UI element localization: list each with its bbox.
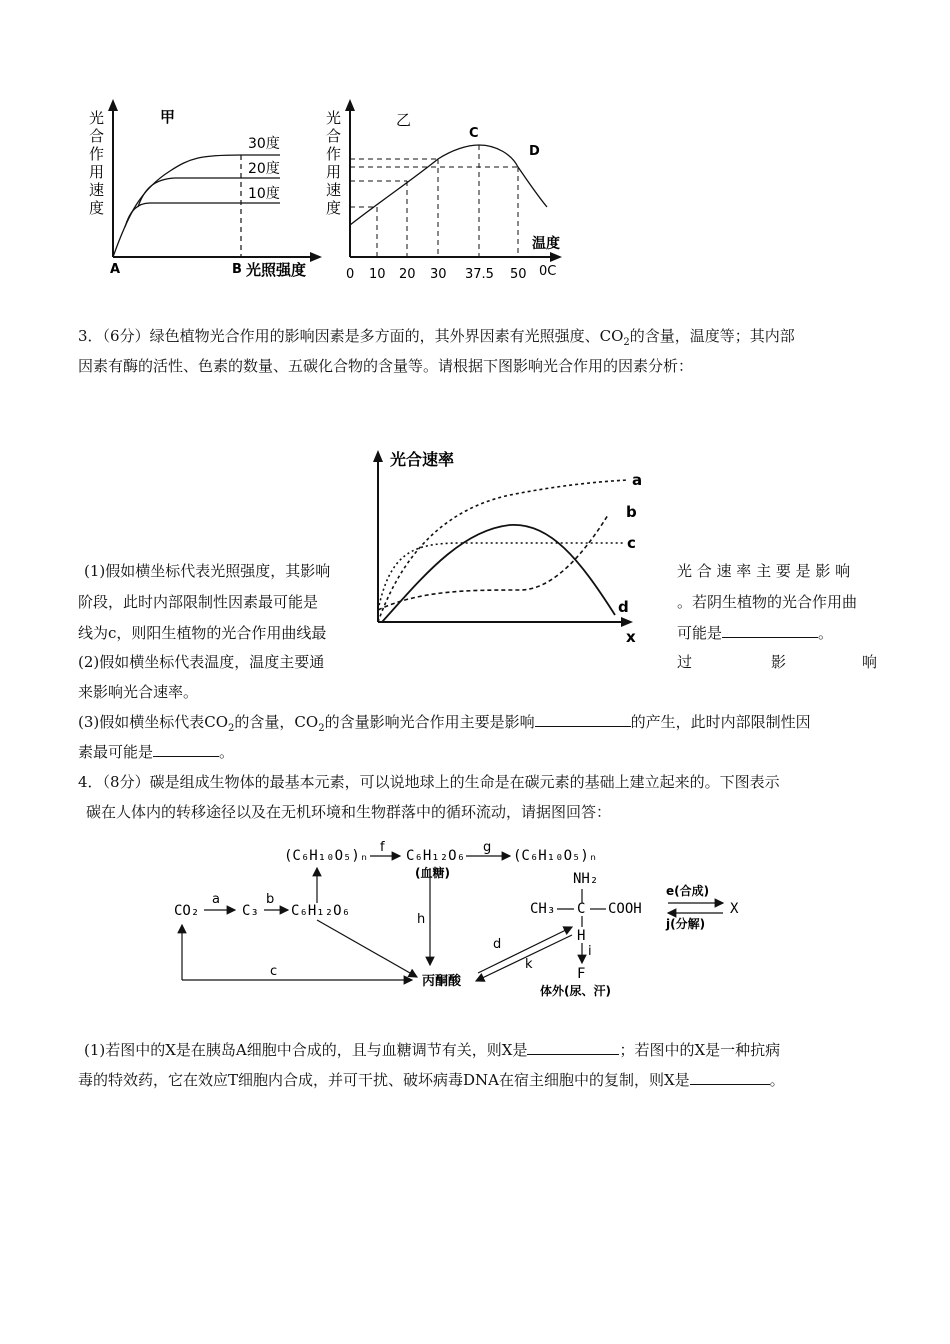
fig-yi-xlabel: 温度 xyxy=(532,236,560,252)
label-f: f xyxy=(380,840,385,855)
fig-yi-ylabel-6: 度 xyxy=(326,199,342,217)
figure-yi xyxy=(322,95,572,290)
glucose2-text: C₆H₁₂O₆ xyxy=(406,848,466,864)
fig-jia-title: 甲 xyxy=(160,108,176,126)
q3-p2-right-b: 影 xyxy=(771,653,787,671)
x-atom-text: X xyxy=(730,901,739,917)
label-b: b xyxy=(266,892,275,907)
point-d-label: D xyxy=(529,144,540,159)
cooh-text: COOH xyxy=(608,901,642,917)
q3-p2-left-2: 来影响光合速率。 xyxy=(78,683,199,701)
figure-jia xyxy=(80,95,330,285)
outside-text: 体外(尿、汗) xyxy=(540,984,611,998)
answer-blank-q4-2[interactable] xyxy=(690,1067,770,1085)
curve-c-label: c xyxy=(627,534,636,552)
tick-50: 50 xyxy=(510,267,527,282)
fig-yi-ylabel-4: 用 xyxy=(326,163,342,181)
q3-p1-left-2: 阶段，此时内部限制性因素最可能是 xyxy=(78,593,319,611)
fig-jia-ylabel-4: 用 xyxy=(89,163,105,181)
curve-d-label: d xyxy=(618,598,629,616)
q3-p1-right-3: 可能是 。 xyxy=(677,619,833,647)
q3-p2-left-1: (2)假如横坐标代表温度，温度主要通 xyxy=(78,653,325,671)
curve-b-label: b xyxy=(626,503,637,521)
q3-p1-left-3: 线为c，则阳生植物的光合作用曲线最 xyxy=(78,624,327,642)
label-g: g xyxy=(483,840,492,855)
answer-blank-q4-1[interactable] xyxy=(527,1037,619,1055)
answer-blank-q3-3[interactable] xyxy=(153,739,219,757)
poly2-text: (C₆H₁₀O₅)ₙ xyxy=(513,848,598,864)
point-a-label: A xyxy=(110,262,121,277)
fig-jia-ylabel-5: 速 xyxy=(89,181,105,199)
tick-37-5: 37.5 xyxy=(465,267,494,282)
fig-rate-ylabel: 光合速率 xyxy=(390,450,455,469)
tick-20: 20 xyxy=(399,267,416,282)
co2-text: CO₂ xyxy=(174,903,200,919)
glucose-text: C₆H₁₂O₆ xyxy=(291,903,351,919)
c-atom-text: C xyxy=(577,901,586,917)
tick-30: 30 xyxy=(430,267,447,282)
q4-intro-line1: 4．（8分）碳是组成生物体的最基本元素，可以说地球上的生命是在碳元素的基础上建立起来的。下图表示 xyxy=(78,773,780,791)
figure-rate xyxy=(360,440,660,650)
q3-intro-line1: 3．（6分）绿色植物光合作用的影响因素是多方面的，其外界因素有光照强度、$CO_2$的含量，温度等；其内部 xyxy=(78,327,795,348)
label-e: e(合成) xyxy=(666,884,710,898)
answer-blank-q3-1[interactable] xyxy=(722,620,818,638)
fig-jia-ylabel-2: 合 xyxy=(89,127,105,145)
curve-label-10: 10度 xyxy=(248,186,280,202)
fig-jia-ylabel-6: 度 xyxy=(89,199,105,217)
curve-label-20: 20度 xyxy=(248,161,280,177)
point-c-label: C xyxy=(469,126,479,141)
q3-p2-right-c: 响 xyxy=(862,653,878,671)
curve-a-label: a xyxy=(632,471,643,489)
fig-rate-xlabel: x xyxy=(626,628,636,646)
tick-10: 10 xyxy=(369,267,386,282)
label-k: k xyxy=(525,957,533,972)
c3-text: C₃ xyxy=(242,903,259,919)
f-atom-text: F xyxy=(577,966,586,982)
label-d: d xyxy=(493,937,502,952)
fig-yi-ylabel-5: 速 xyxy=(326,181,342,199)
fig-yi-ylabel-2: 合 xyxy=(326,127,342,145)
answer-blank-q3-2[interactable] xyxy=(535,709,631,727)
label-i: i xyxy=(588,944,592,959)
q3-intro-line2: 因素有酶的活性、色素的数量、五碳化合物的含量等。请根据下图影响光合作用的因素分析： xyxy=(78,357,694,375)
label-a: a xyxy=(212,892,220,907)
fig-jia-ylabel-3: 作 xyxy=(89,145,105,163)
tick-0: 0 xyxy=(346,267,355,282)
blood-sugar-text: (血糖) xyxy=(415,866,450,880)
fig-yi-unit: 0C xyxy=(539,264,557,279)
label-c: c xyxy=(270,964,278,979)
q4-p1-line1: (1)若图中的X是在胰岛A细胞中合成的，且与血糖调节有关，则X是 ；若图中的X是一种抗病 xyxy=(84,1036,780,1064)
q3-p1-right-2: 。若阴生植物的光合作用曲 xyxy=(677,593,858,611)
ch3-text: CH₃ xyxy=(530,901,556,917)
label-h: h xyxy=(417,912,426,927)
fig-yi-title: 乙 xyxy=(396,111,412,129)
q3-p3-line2: 素最可能是 。 xyxy=(78,738,234,766)
pyruvate-text: 丙酮酸 xyxy=(422,974,462,989)
q4-p1-line2: 毒的特效药，它在效应T细胞内合成，并可干扰、破坏病毒DNA在宿主细胞中的复制，则X是 。 xyxy=(78,1066,785,1094)
q3-p1-left-1: (1)假如横坐标代表光照强度，其影响 xyxy=(84,562,331,580)
point-b-label: B xyxy=(232,262,242,277)
q3-p1-right-1: 光 合 速 率 主 要 是 影 响 xyxy=(677,562,851,580)
q3-p3-line1: (3)假如横坐标代表$CO_2$的含量，$CO_2$的含量影响光合作用主要是影响 的产生，此时内部限制性因 xyxy=(78,708,811,743)
nh2-text: NH₂ xyxy=(573,871,599,887)
poly1-text: (C₆H₁₀O₅)ₙ xyxy=(284,848,369,864)
figure-carbon-pathway xyxy=(160,835,760,1015)
label-j: j(分解) xyxy=(666,917,706,931)
h-atom-text: H xyxy=(577,928,586,944)
q3-p2-right-a: 过 xyxy=(677,653,693,671)
fig-yi-ylabel-1: 光 xyxy=(326,109,342,127)
fig-jia-ylabel-1: 光 xyxy=(89,109,105,127)
q4-intro-line2: 碳在人体内的转移途径以及在无机环境和生物群落中的循环流动，请据图回答： xyxy=(86,803,612,821)
fig-yi-ylabel-3: 作 xyxy=(326,145,342,163)
curve-label-30: 30度 xyxy=(248,136,280,152)
fig-jia-xlabel: 光照强度 xyxy=(246,261,307,279)
